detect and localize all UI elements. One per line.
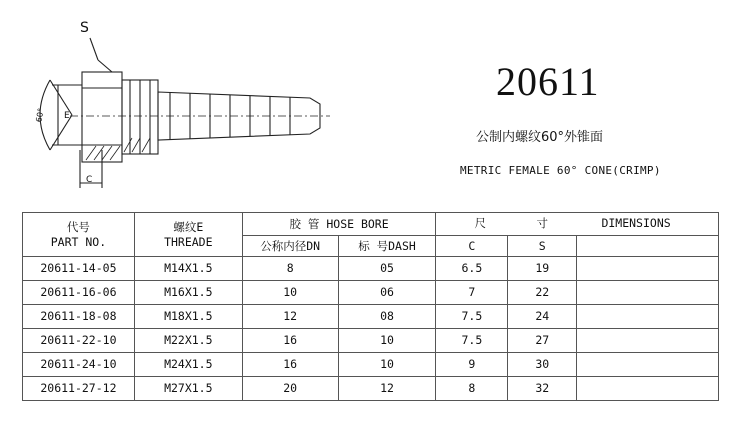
cell-part: 20611-27-12 bbox=[23, 377, 135, 401]
header-blank bbox=[577, 236, 719, 257]
cell-s: 22 bbox=[508, 281, 577, 305]
header-dim-cun: 寸 bbox=[536, 216, 548, 230]
cell-s: 30 bbox=[508, 353, 577, 377]
header-hose-bore: 胶 管 HOSE BORE bbox=[242, 213, 436, 236]
cell-blank bbox=[577, 353, 719, 377]
label-angle: 60° bbox=[34, 107, 46, 123]
cell-thread: M27X1.5 bbox=[134, 377, 242, 401]
cell-c: 8 bbox=[436, 377, 508, 401]
product-name-en: METRIC FEMALE 60° CONE(CRIMP) bbox=[460, 164, 661, 177]
cell-s: 19 bbox=[508, 257, 577, 281]
cell-part: 20611-16-06 bbox=[23, 281, 135, 305]
cell-part: 20611-24-10 bbox=[23, 353, 135, 377]
product-name-cn: 公制内螺纹60°外锥面 bbox=[476, 130, 604, 145]
cell-thread: M14X1.5 bbox=[134, 257, 242, 281]
cell-dash: 05 bbox=[338, 257, 436, 281]
cell-dn: 12 bbox=[242, 305, 338, 329]
table-row bbox=[23, 257, 719, 281]
header-dn: 公称内径DN bbox=[242, 236, 338, 257]
table-row bbox=[23, 353, 719, 377]
cell-s: 24 bbox=[508, 305, 577, 329]
cell-dn: 8 bbox=[242, 257, 338, 281]
cell-thread: M24X1.5 bbox=[134, 353, 242, 377]
cell-thread: M18X1.5 bbox=[134, 305, 242, 329]
cell-blank bbox=[577, 281, 719, 305]
cell-dash: 10 bbox=[338, 353, 436, 377]
header-part-en: PART NO. bbox=[50, 234, 107, 249]
cell-part: 20611-14-05 bbox=[23, 257, 135, 281]
header-thread-en: THREADE bbox=[164, 234, 213, 249]
cell-part: 20611-22-10 bbox=[23, 329, 135, 353]
cell-dash: 08 bbox=[338, 305, 436, 329]
label-e: E bbox=[64, 111, 70, 121]
cell-blank bbox=[577, 329, 719, 353]
cell-blank bbox=[577, 257, 719, 281]
label-c: C bbox=[86, 175, 93, 185]
table-row bbox=[23, 281, 719, 305]
cell-dash: 12 bbox=[338, 377, 436, 401]
header-dim-en: DIMENSIONS bbox=[601, 216, 671, 230]
cell-c: 9 bbox=[436, 353, 508, 377]
cell-dash: 10 bbox=[338, 329, 436, 353]
cell-c: 7 bbox=[436, 281, 508, 305]
header-part-no bbox=[23, 213, 135, 257]
header-dim-chi: 尺 bbox=[474, 216, 486, 230]
cell-dn: 10 bbox=[242, 281, 338, 305]
cell-part: 20611-18-08 bbox=[23, 305, 135, 329]
fitting-drawing bbox=[20, 10, 340, 195]
spec-table bbox=[22, 212, 719, 401]
cell-thread: M22X1.5 bbox=[134, 329, 242, 353]
header-thread bbox=[134, 213, 242, 257]
header-c: C bbox=[436, 236, 508, 257]
header-thread-cn: 螺纹E bbox=[173, 220, 204, 235]
header-part-cn: 代号 bbox=[66, 220, 90, 235]
cell-c: 7.5 bbox=[436, 329, 508, 353]
header-row-1 bbox=[23, 213, 719, 236]
header-s: S bbox=[508, 236, 577, 257]
cell-blank bbox=[577, 305, 719, 329]
table-row bbox=[23, 329, 719, 353]
header-dimensions bbox=[436, 213, 719, 236]
cell-c: 6.5 bbox=[436, 257, 508, 281]
cell-c: 7.5 bbox=[436, 305, 508, 329]
cell-s: 27 bbox=[508, 329, 577, 353]
label-s: S bbox=[80, 20, 89, 36]
header-dash: 标 号DASH bbox=[338, 236, 436, 257]
cell-dn: 16 bbox=[242, 329, 338, 353]
table-row bbox=[23, 305, 719, 329]
cell-blank bbox=[577, 377, 719, 401]
cell-dn: 20 bbox=[242, 377, 338, 401]
cell-dash: 06 bbox=[338, 281, 436, 305]
cell-thread: M16X1.5 bbox=[134, 281, 242, 305]
table-row bbox=[23, 377, 719, 401]
part-number-title: 20611 bbox=[496, 59, 600, 104]
cell-s: 32 bbox=[508, 377, 577, 401]
cell-dn: 16 bbox=[242, 353, 338, 377]
